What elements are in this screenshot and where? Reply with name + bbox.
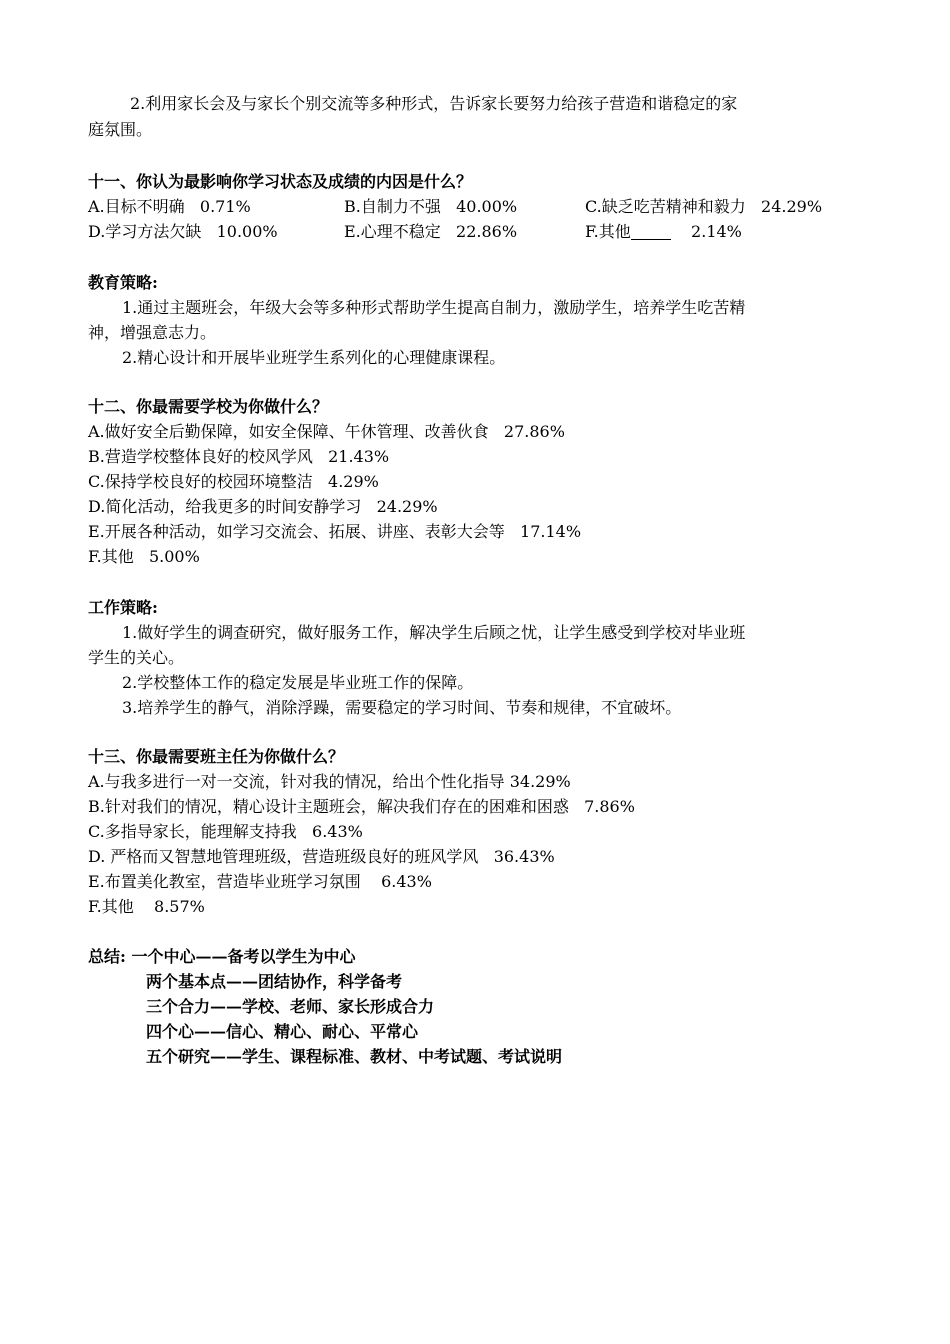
q11-option-b: B.自制力不强 40.00% [344, 197, 518, 216]
work-strategy-item-1-line-1: 1.做好学生的调查研究，做好服务工作，解决学生后顾之忧，让学生感受到学校对毕业班 [122, 623, 746, 642]
q12-option-b: B.营造学校整体良好的校风学风 21.43% [88, 447, 390, 466]
summary-line-2: 两个基本点——团结协作，科学备考 [146, 972, 403, 991]
education-strategy-heading: 教育策略: [88, 273, 158, 292]
q13-option-c: C.多指导家长，能理解支持我 6.43% [88, 822, 363, 841]
q12-option-c: C.保持学校良好的校园环境整洁 4.29% [88, 472, 379, 491]
summary-line-5: 五个研究——学生、课程标准、教材、中考试题、考试说明 [146, 1047, 563, 1066]
intro-line-1: 2.利用家长会及与家长个别交流等多种形式，告诉家长要努力给孩子营造和谐稳定的家 [130, 94, 738, 113]
q12-option-f: F.其他 5.00% [88, 547, 200, 566]
q11-option-f-label: F.其他 [585, 222, 631, 241]
q12-option-e: E.开展各种活动，如学习交流会、拓展、讲座、表彰大会等 17.14% [88, 522, 582, 541]
work-strategy-item-2: 2.学校整体工作的稳定发展是毕业班工作的保障。 [122, 673, 474, 692]
q12-option-a: A.做好安全后勤保障，如安全保障、午休管理、改善伙食 27.86% [88, 422, 565, 441]
q13-option-f: F.其他 8.57% [88, 897, 205, 916]
q11-option-c: C.缺乏吃苦精神和毅力 24.29% [585, 197, 823, 216]
education-strategy-item-2: 2.精心设计和开展毕业班学生系列化的心理健康课程。 [122, 348, 506, 367]
work-strategy-item-3: 3.培养学生的静气，消除浮躁，需要稳定的学习时间、节奏和规律，不宜破坏。 [122, 698, 682, 717]
q11-option-d: D.学习方法欠缺 10.00% [88, 222, 278, 241]
q13-option-b: B.针对我们的情况，精心设计主题班会，解决我们存在的困难和困惑 7.86% [88, 797, 635, 816]
answer-blank [631, 223, 671, 240]
education-strategy-item-1-line-1: 1.通过主题班会，年级大会等多种形式帮助学生提高自制力，激励学生，培养学生吃苦精 [122, 298, 746, 317]
summary-line-4: 四个心——信心、精心、耐心、平常心 [146, 1022, 419, 1041]
summary-line-1: 总结: 一个中心——备考以学生为中心 [88, 947, 356, 966]
work-strategy-item-1-line-2: 学生的关心。 [88, 648, 185, 667]
education-strategy-item-1-line-2: 神，增强意志力。 [88, 323, 217, 342]
summary-line-3: 三个合力——学校、老师、家长形成合力 [146, 997, 435, 1016]
question-12: 十二、你最需要学校为你做什么？ [88, 397, 329, 416]
intro-line-2: 庭氛围。 [88, 120, 153, 139]
q11-option-f-value: 2.14% [691, 222, 742, 241]
q13-option-e: E.布置美化教室，营造毕业班学习氛围 6.43% [88, 872, 432, 891]
question-13: 十三、你最需要班主任为你做什么？ [88, 747, 345, 766]
q13-option-a: A.与我多进行一对一交流，针对我的情况，给出个性化指导 34.29% [88, 772, 571, 791]
q11-option-a: A.目标不明确 0.71% [88, 197, 251, 216]
work-strategy-heading: 工作策略: [88, 598, 158, 617]
q11-option-f [585, 220, 742, 244]
question-11: 十一、你认为最影响你学习状态及成绩的内因是什么？ [88, 172, 473, 191]
q13-option-d: D. 严格而又智慧地管理班级，营造班级良好的班风学风 36.43% [88, 847, 555, 866]
q12-option-d: D.简化活动，给我更多的时间安静学习 24.29% [88, 497, 438, 516]
q11-option-e: E.心理不稳定 22.86% [344, 222, 518, 241]
